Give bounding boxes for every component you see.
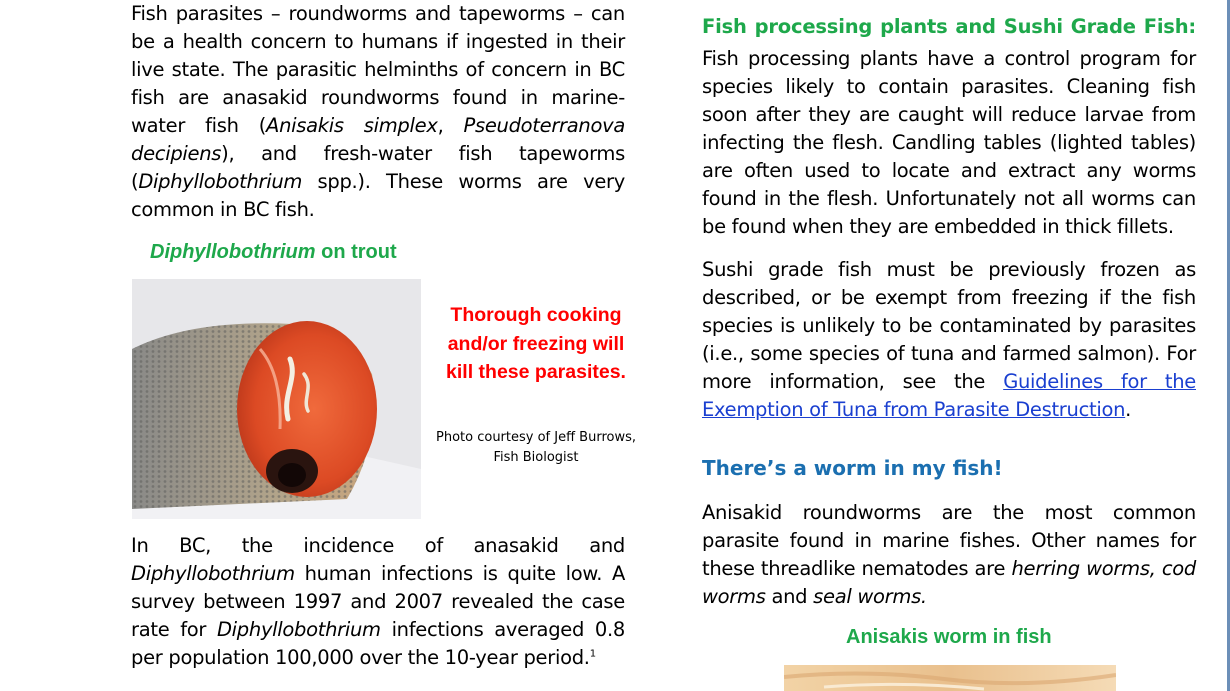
intro-text-3: spp.). These worms are very common in BC fish. [131,170,625,221]
incidence-genus-2: Diphyllobothrium [216,618,381,641]
caption-rest: on trout [315,241,397,263]
tuna-exemption-guidelines-link[interactable]: Guidelines for the Exemption of Tuna from Parasite Destruction [702,370,1196,421]
sushi-section [702,256,1196,424]
intro-sep: , [437,114,464,137]
anisakis-worm-photo [784,665,1116,691]
photo-credit: Photo courtesy of Jeff Burrows, Fish Biologist [436,430,637,465]
worm-names-1: herring worms, cod worms [702,557,1196,608]
intro-text-1: Fish parasites – roundworms and tapeworms – can be a health concern to humans if ingested in their live state. The parasitic helminths of concern in BC fish are anasakid roundworms found in marine-water fish ( [131,2,625,137]
processing-heading: Fish processing plants and Sushi Grade Fish: [702,15,1196,38]
worm-paragraph [702,499,1196,611]
trout-photo-illustration [132,279,421,519]
processing-paragraph: Fish processing plants have a control program for species likely to contain parasites. Cleaning fish soon after they are caught will reduce larvae from infecting the flesh. Candling tables (lighted tables) are often used to locate and extract any worms found in the flesh. Unfortunately not all worms can be found when they are embedded in thick fillets. [702,47,1196,238]
footnote-marker[interactable]: 1 [589,648,596,660]
anisakis-photo-caption: Anisakis worm in fish [846,626,1052,648]
left-column-lower [131,532,625,672]
sushi-text-2: . [1125,398,1132,421]
worm-names-2: seal worms. [813,585,927,608]
incidence-genus-1: Diphyllobothrium [131,562,295,585]
caption-genus: Diphyllobothrium [150,241,316,263]
species-diphyllobothrium: Diphyllobothrium [138,170,303,193]
intro-paragraph [131,0,625,224]
intro-text-2: ), and fresh-water fish tapeworms ( [131,142,625,193]
incidence-text-2: human infections is quite low. A survey between 1997 and 2007 revealed the case rate for [131,562,625,641]
incidence-paragraph [131,532,625,672]
worm-section [702,499,1196,611]
trout-photo-caption [150,241,397,264]
processing-section [702,45,1196,241]
worm-text-2: and [765,585,814,608]
left-column [131,0,625,224]
sushi-paragraph [702,256,1196,424]
species-anisakis: Anisakis simplex [266,114,438,137]
worm-text-1: Anisakid roundworms are the most common parasite found in marine fishes. Other names for these threadlike nematodes are [702,501,1196,580]
species-pseudoterranova: Pseudoterranova decipiens [131,114,625,165]
anisakis-photo-illustration [784,665,1116,691]
cooking-freezing-warning: Thorough cooking and/or freezing will kill these parasites. [446,304,626,383]
incidence-text-3: infections averaged 0.8 per population 100,000 over the 10-year period. [131,618,625,669]
worm-heading: There’s a worm in my fish! [702,456,1003,480]
sushi-text-1: Sushi grade fish must be previously frozen as described, or be exempt from freezing if the fish species is unlikely to be contaminated by parasites (i.e., some species of tuna and farmed salmon). For more information, see the [702,258,1196,393]
trout-parasite-photo [132,279,421,519]
incidence-text-1: In BC, the incidence of anasakid and [131,534,625,557]
